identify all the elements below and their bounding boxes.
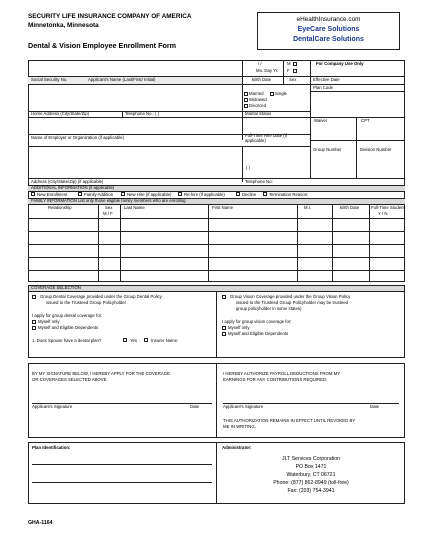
new-hire-checkbox[interactable] bbox=[121, 192, 125, 196]
spouse-yes: Yes bbox=[130, 338, 138, 343]
admin-line-2: PO Box 1471 bbox=[295, 464, 327, 470]
vision-myself-checkbox[interactable] bbox=[222, 326, 226, 330]
cpt-label: CPT bbox=[361, 118, 370, 123]
opt-new-enrollment: New Enrollment bbox=[37, 192, 68, 197]
dental-coverage-checkbox[interactable] bbox=[32, 295, 36, 299]
telephone2-label: Telephone No: bbox=[245, 179, 273, 184]
col-student-yn: Y / N bbox=[378, 211, 388, 216]
dental-apply: I apply for group dental coverage for: bbox=[32, 313, 103, 318]
telephone-label: Telephone No.: ( ) bbox=[125, 111, 160, 116]
single-label: Single bbox=[275, 91, 287, 96]
sex-m-checkbox[interactable] bbox=[293, 62, 297, 66]
brand-site: eHealthInsurance.com bbox=[296, 16, 361, 23]
col-relationship: Relationship bbox=[48, 205, 72, 210]
administrator-label: Administrator: bbox=[222, 445, 252, 450]
applicant-name-label: Applicant's Name (Last/First/ Initial) bbox=[88, 77, 156, 82]
spouse-question: 1. Does Spouse have a dental plan? bbox=[32, 338, 102, 343]
marital-status-label: Marital Status bbox=[245, 111, 272, 116]
married-label: Married bbox=[249, 91, 264, 96]
sex-f-checkbox[interactable] bbox=[293, 69, 297, 73]
company-use-label: For Company Use Only bbox=[316, 61, 364, 66]
form-code: GHA-1164 bbox=[28, 520, 53, 526]
col-sex-mf: M / F bbox=[103, 211, 113, 216]
vision-option-3: group policyholder in some states) bbox=[236, 306, 302, 311]
widowed-label: Widowed bbox=[249, 97, 267, 102]
col-birth-date: Birth Date bbox=[340, 205, 360, 210]
brand-eyecare: EyeCare Solutions bbox=[297, 26, 360, 33]
mo-day-yr: Mo. Day Yr. bbox=[256, 68, 279, 73]
company-name: SECURITY LIFE INSURANCE COMPANY OF AMERICA bbox=[28, 13, 192, 20]
apply-text-2: OR COVERAGES SELECTED ABOVE. bbox=[32, 377, 108, 382]
vision-family-checkbox[interactable] bbox=[222, 332, 226, 336]
vision-coverage-checkbox[interactable] bbox=[222, 295, 226, 299]
waiver-label: Waiver bbox=[314, 118, 328, 123]
admin-line-3: Waterbury, CT 06721 bbox=[286, 472, 336, 478]
sex-label: Sex bbox=[289, 77, 297, 82]
vision-apply: I apply for group vision coverage for: bbox=[222, 319, 292, 324]
vision-myself: Myself only bbox=[228, 325, 250, 330]
date-label: Date bbox=[190, 404, 200, 409]
hire-date-label: Full-Time Hire Date (if applicable) bbox=[245, 133, 287, 143]
payroll-text-2: EARNINGS FOR ANY CONTRIBUTIONS REQUIRED. bbox=[223, 377, 328, 382]
opt-new-hire: New Hire (if applicable) bbox=[127, 192, 172, 197]
family-row bbox=[28, 244, 405, 245]
spouse-yes-checkbox[interactable] bbox=[123, 338, 127, 342]
coverage-title: COVERAGE SELECTION bbox=[31, 285, 81, 290]
vision-family: Myself and Eligible Dependents bbox=[228, 331, 289, 336]
plan-id-label: Plan Identification: bbox=[32, 445, 71, 450]
form-title: Dental & Vision Employee Enrollment Form bbox=[28, 41, 177, 50]
dental-myself: Myself only bbox=[38, 319, 60, 324]
family-row bbox=[28, 270, 405, 271]
vision-option-2: issued to the Trusteed Group Policyholder may be trusteed bbox=[236, 300, 349, 305]
termination-checkbox[interactable] bbox=[263, 192, 267, 196]
single-checkbox[interactable] bbox=[270, 92, 274, 96]
vision-option: Group Vision Coverage provided under the Group Vision Policy bbox=[230, 294, 351, 299]
effective-date-label: Effective Date bbox=[313, 77, 340, 82]
family-row bbox=[28, 257, 405, 258]
dental-myself-checkbox[interactable] bbox=[32, 320, 36, 324]
dental-option-2: issued to the Trusteed Group Policyholder bbox=[46, 300, 127, 305]
admin-line-5: Fax: (203) 754-3941 bbox=[287, 488, 335, 494]
rehire-checkbox[interactable] bbox=[178, 192, 182, 196]
opt-termination: Termination Reason: bbox=[269, 192, 309, 197]
home-address-label: Home Address (City/State/Zip) bbox=[31, 111, 90, 116]
insurer-name: Insurer Name: bbox=[151, 338, 179, 343]
dental-option: Group Dental Coverage provided under the Group Dental Policy bbox=[40, 294, 162, 299]
divorced-label: Divorced bbox=[249, 103, 266, 108]
division-number-label: Division Number bbox=[360, 147, 392, 152]
col-first-name: First Name bbox=[212, 205, 234, 210]
company-city: Minnetonka, Minnesota bbox=[28, 22, 99, 29]
col-sex: Sex bbox=[105, 205, 113, 210]
brand-dentalcare: DentalCare Solutions bbox=[293, 36, 364, 43]
additional-title: ADDITIONAL INFORMATION (if applicable) bbox=[31, 185, 115, 190]
group-number-label: Group Number bbox=[313, 147, 342, 152]
auth-text-1: THIS AUTHORIZATION REMAINS IN EFFECT UNTIL REVOKED BY bbox=[223, 418, 356, 423]
married-checkbox[interactable] bbox=[244, 92, 248, 96]
ssn-label: Social Security No. bbox=[31, 77, 68, 82]
plan-id-line[interactable] bbox=[32, 482, 212, 483]
opt-family-addition: Family Addition bbox=[84, 192, 114, 197]
date-label-2: Date bbox=[370, 404, 380, 409]
plan-id-line[interactable] bbox=[32, 464, 212, 465]
insurer-checkbox[interactable] bbox=[144, 338, 148, 342]
phone-paren: ( ) bbox=[246, 165, 251, 170]
dental-family-checkbox[interactable] bbox=[32, 326, 36, 330]
address2-label: Address (City/State/Zip) (if applicable) bbox=[31, 179, 104, 184]
employer-label: Name of Employer or Organization (if applicable) bbox=[31, 135, 124, 140]
widowed-checkbox[interactable] bbox=[244, 98, 248, 102]
enrollment-form-box bbox=[28, 60, 405, 282]
family-addition-checkbox[interactable] bbox=[78, 192, 82, 196]
col-last-name: Last Name bbox=[124, 205, 145, 210]
sex-m-label: M bbox=[287, 61, 291, 66]
brand-box bbox=[257, 12, 400, 50]
auth-text-2: ME IN WRITING. bbox=[223, 424, 256, 429]
opt-decline: Decline bbox=[242, 192, 257, 197]
family-title: FAMILY INFORMATION List only those eligible family members who are enrolling bbox=[31, 198, 186, 203]
decline-checkbox[interactable] bbox=[236, 192, 240, 196]
divorced-checkbox[interactable] bbox=[244, 104, 248, 108]
sex-f-label: F bbox=[287, 68, 290, 73]
applicant-sig-label-2: Applicant's Signature bbox=[223, 404, 264, 409]
date-slashes: / / bbox=[258, 61, 262, 66]
new-enrollment-checkbox[interactable] bbox=[31, 192, 35, 196]
apply-text-1: BY MY SIGNATURE BELOW, I HEREBY APPLY FOR THE COVERAGE bbox=[32, 371, 170, 376]
admin-line-1: JLT Services Corporation bbox=[281, 456, 341, 462]
applicant-sig-label: Applicant's Signature bbox=[32, 404, 73, 409]
dental-family: Myself and Eligible Dependents bbox=[38, 325, 99, 330]
plan-code-label: Plan Code bbox=[313, 85, 334, 90]
family-row bbox=[28, 231, 405, 232]
admin-line-4: Phone: (877) 862-8949 (toll-free) bbox=[273, 480, 349, 486]
payroll-text-1: I HEREBY AUTHORIZE PAYROLL DEDUCTIONS FROM MY bbox=[223, 371, 341, 376]
birth-date-label: Birth Date bbox=[252, 77, 272, 82]
col-mi: M.I. bbox=[304, 205, 312, 210]
col-student: Full-Time Student bbox=[371, 205, 405, 210]
opt-rehire: Re-hire (if applicable) bbox=[184, 192, 225, 197]
